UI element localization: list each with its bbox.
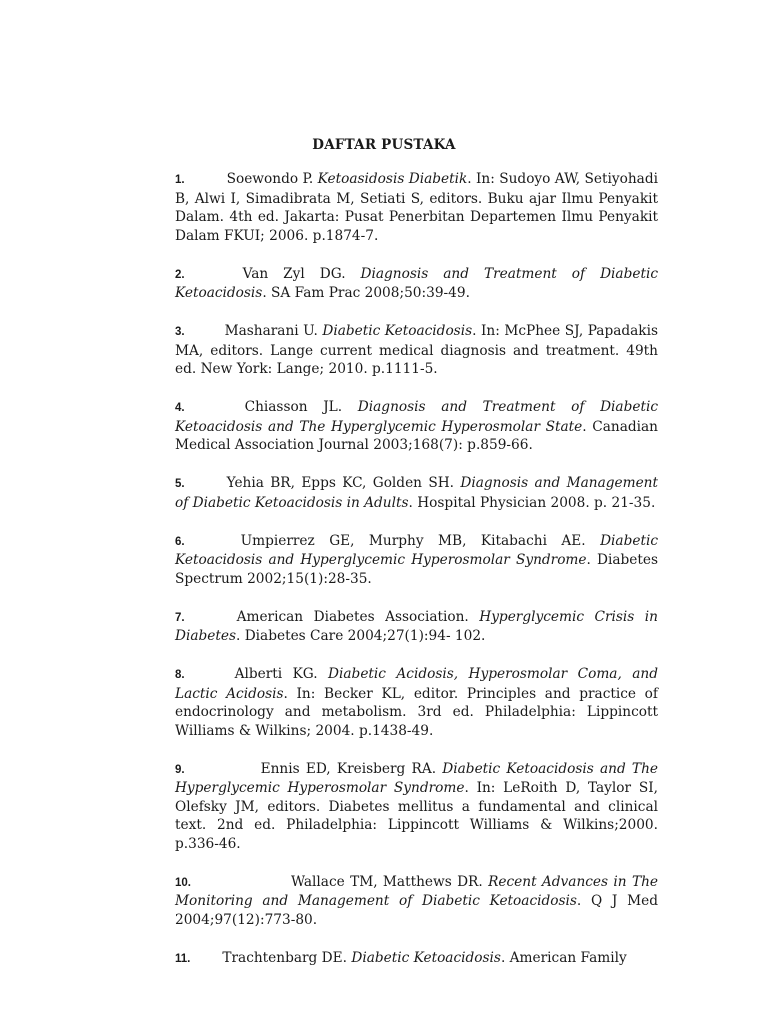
reference-source: . In: Sudoyo AW, Setiyohadi B, Alwi I, Simadibrata M, Setiati S, editors. Buku ajar Ilmu Penyakit Dalam. 4th ed. Jakarta: Pusat Penerbitan Departemen Ilmu Penyakit Dalam FKUI; 2006. p.1874-7.	[175, 171, 658, 244]
reference-item	[175, 170, 658, 245]
reference-item	[175, 760, 658, 854]
reference-title: Diabetic Ketoacidosis	[351, 949, 501, 966]
reference-title: Recent Advances in The Monitoring and Management of Diabetic Ketoacidosis	[175, 873, 658, 909]
reference-number: 8.	[175, 669, 185, 681]
reference-source: . In: LeRoith D, Taylor SI, Olefsky JM, editors. Diabetes mellitus a fundamental and clinical text. 2nd ed. Philadelphia: Lippincott Williams & Wilkins;2000. p.336-46.	[175, 780, 658, 852]
reference-list	[175, 170, 658, 988]
reference-source: . Hospital Physician 2008. p. 21-35.	[408, 494, 656, 511]
reference-number: 5.	[175, 478, 185, 490]
reference-title: Diabetic Ketoacidosis and The Hyperglycemic Hyperosmolar Syndrome	[175, 760, 658, 796]
reference-source: . Diabetes Spectrum 2002;15(1):28-35.	[175, 552, 658, 587]
reference-item	[175, 398, 658, 455]
reference-title: Ketoasidosis Diabetik	[317, 171, 468, 187]
reference-title: Diagnosis and Management of Diabetic Ketoacidosis in Adults	[175, 475, 658, 511]
reference-authors: Ennis ED, Kreisberg RA.	[260, 760, 437, 777]
reference-item	[175, 532, 658, 589]
page-title: DAFTAR PUSTAKA	[312, 137, 456, 153]
reference-number: 7.	[175, 611, 185, 624]
reference-authors: Chiasson JL.	[244, 399, 343, 415]
reference-item	[175, 665, 658, 740]
reference-source: . In: McPhee SJ, Papadakis MA, editors. Lange current medical diagnosis and treatment. 49th ed. New York: Lange; 2010. p.1111-5.	[175, 323, 658, 377]
reference-title: Diagnosis and Treatment of Diabetic Ketoacidosis and The Hyperglycemic Hyperosmolar State	[175, 399, 658, 435]
reference-source: . Diabetes Care 2004;27(1):94- 102.	[236, 628, 486, 644]
reference-source: . Q J Med 2004;97(12):773-80.	[175, 893, 658, 928]
reference-title: Diabetic Acidosis, Hyperosmolar Coma, and Lactic Acidosis	[175, 666, 658, 702]
reference-number: 3.	[175, 326, 185, 338]
reference-source: . American Family	[500, 949, 627, 966]
reference-authors: American Diabetes Association.	[236, 608, 469, 625]
reference-authors: Umpierrez GE, Murphy MB, Kitabachi AE.	[240, 532, 586, 549]
reference-source: . In: Becker KL, editor. Principles and practice of endocrinology and metabolism. 3rd ed. Philadelphia: Lippincott Williams & Wilkins; 2004. p.1438-49.	[175, 685, 658, 739]
reference-authors: Wallace TM, Matthews DR.	[291, 873, 483, 890]
reference-number: 1.	[175, 174, 185, 186]
reference-number: 6.	[175, 535, 185, 548]
reference-title: Diabetic Ketoacidosis and Hyperglycemic Hyperosmolar Syndrome	[175, 532, 658, 568]
reference-item	[175, 322, 658, 379]
reference-authors: Alberti KG.	[234, 666, 318, 682]
reference-item	[175, 949, 658, 969]
reference-title: Diabetic Ketoacidosis	[322, 323, 473, 339]
reference-source: . SA Fam Prac 2008;50:39-49.	[262, 285, 470, 301]
reference-item	[175, 608, 658, 646]
reference-number: 10.	[175, 876, 191, 889]
reference-item	[175, 873, 658, 930]
reference-authors: Trachtenbarg DE.	[222, 949, 347, 966]
reference-number: 9.	[175, 763, 185, 776]
reference-item	[175, 265, 658, 303]
reference-authors: Soewondo P.	[226, 171, 314, 187]
reference-number: 2.	[175, 268, 185, 281]
reference-title: Hyperglycemic Crisis in Diabetes	[175, 608, 658, 644]
reference-number: 4.	[175, 402, 185, 414]
reference-authors: Yehia BR, Epps KC, Golden SH.	[226, 475, 455, 491]
reference-title: Diagnosis and Treatment of Diabetic Ketoacidosis	[175, 265, 658, 301]
reference-authors: Masharani U.	[224, 323, 318, 339]
reference-source: . Canadian Medical Association Journal 2003;168(7): p.859-66.	[175, 418, 658, 453]
reference-authors: Van Zyl DG.	[242, 265, 346, 282]
reference-item	[175, 474, 658, 512]
reference-number: 11.	[175, 952, 191, 965]
